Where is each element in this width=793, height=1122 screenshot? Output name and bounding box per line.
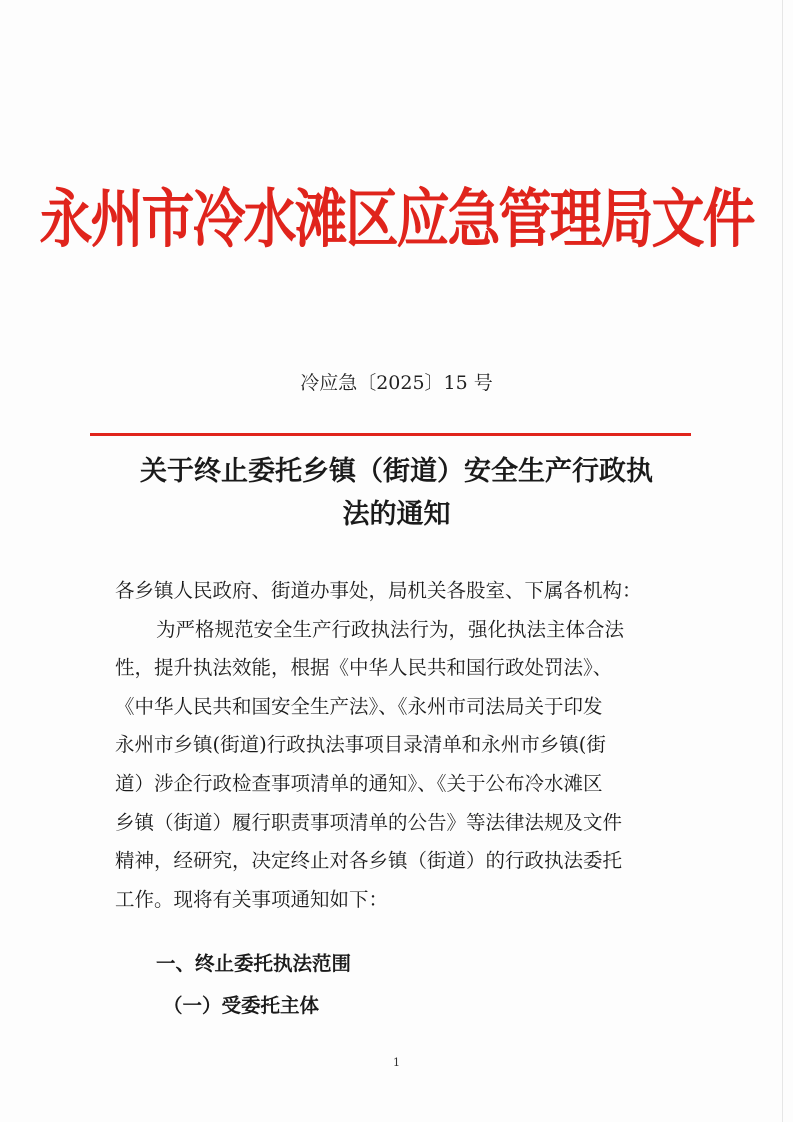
paragraph-line: 精神，经研究，决定终止对各乡镇（街道）的行政执法委托	[115, 849, 623, 873]
subsection-heading: （一）受委托主体	[163, 994, 320, 1017]
title-line: 关于终止委托乡镇（街道）安全生产行政执	[140, 456, 653, 487]
section-heading: 一、终止委托执法范围	[156, 952, 352, 975]
scan-edge-line	[782, 0, 783, 1122]
page-number: 1	[393, 1056, 400, 1069]
red-separator-line	[90, 433, 691, 436]
paragraph-line: 道）涉企行政检查事项清单的通知》、《关于公布冷水滩区	[115, 771, 603, 795]
paragraph-line: 为严格规范安全生产行政执法行为，强化执法主体合法	[156, 617, 625, 641]
document-number: 冷应急〔2025〕15 号	[300, 372, 493, 394]
document-body	[115, 572, 681, 919]
paragraph-line: 永州市乡镇(街道)行政执法事项目录清单和永州市乡镇(街	[115, 733, 606, 757]
title-line: 法的通知	[342, 499, 451, 530]
salutation: 各乡镇人民政府、街道办事处，局机关各股室、下属各机构：	[115, 579, 642, 602]
paragraph-line: 性，提升执法效能，根据《中华人民共和国行政处罚法》、	[115, 656, 613, 680]
paragraph-line: 乡镇（街道）履行职责事项清单的公告》等法律法规及文件	[115, 810, 623, 834]
paragraph-line: 工作。现将有关事项通知如下：	[115, 887, 389, 911]
document-title	[100, 450, 693, 536]
paragraph-line: 《中华人民共和国安全生产法》、《永州市司法局关于印发	[115, 694, 603, 718]
document-masthead: 永州市冷水滩区应急管理局文件	[39, 182, 754, 257]
